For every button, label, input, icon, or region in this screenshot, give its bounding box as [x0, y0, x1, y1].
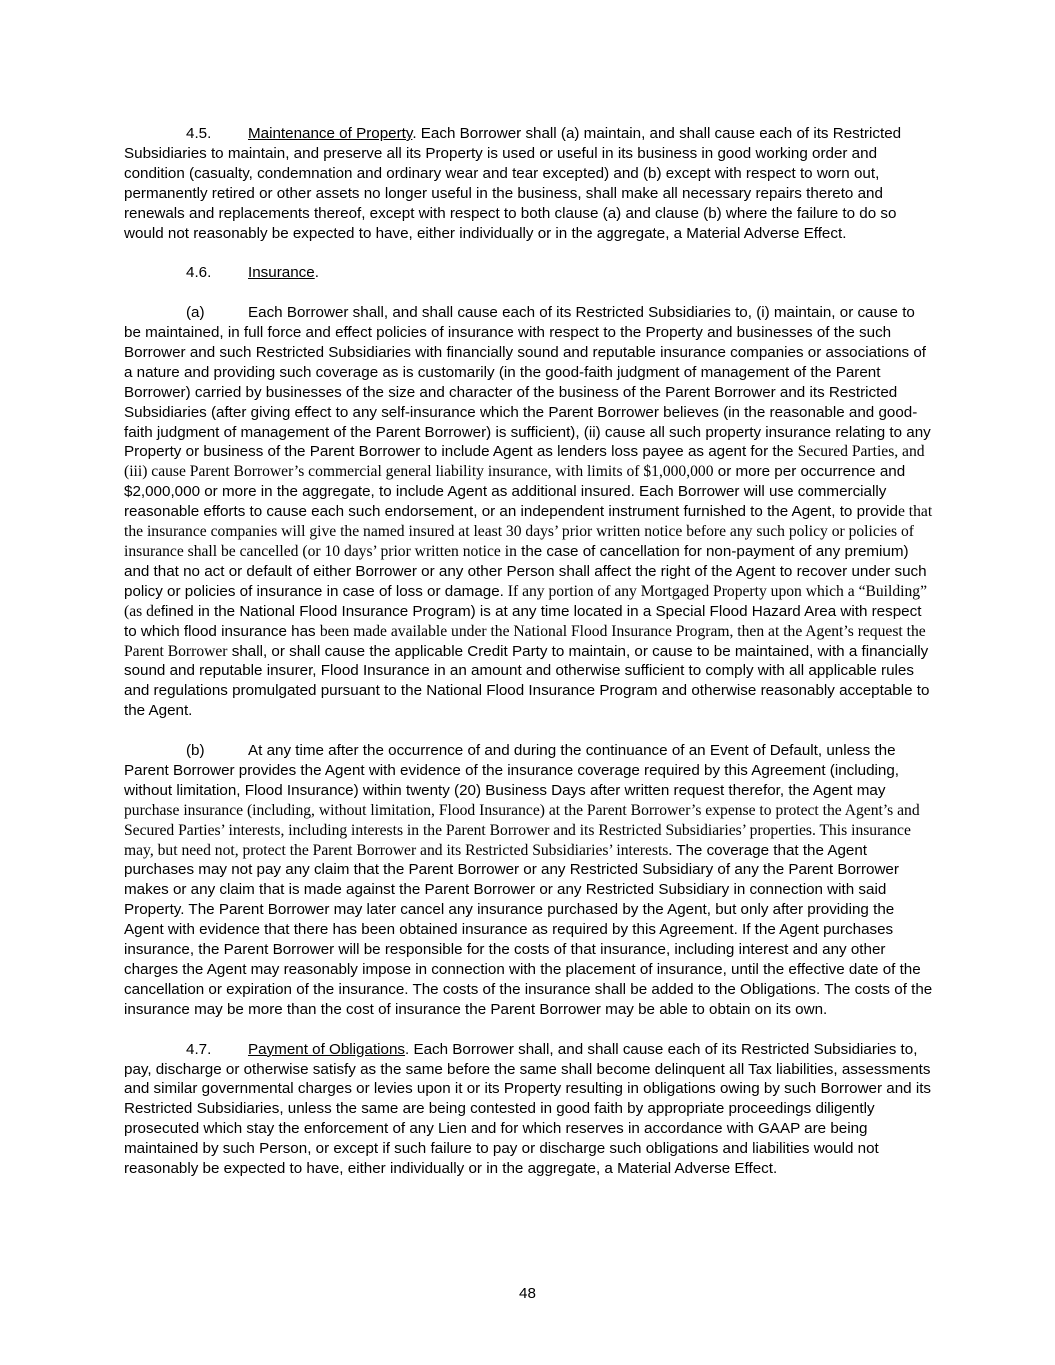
section-number: 4.7.: [186, 1040, 212, 1058]
clause-text-3: or more per occurrence and $2,000,000 or more in the aggregate, to include Agent as additional insured. Each Borrower will use commercially reasonable efforts to cause each such endorsement, or an independent instrument furnished to the Agent, to provid: [124, 463, 906, 521]
section-body: . Each Borrower shall (a) maintain, and shall cause each of its Restricted Subsidiaries to maintain, and preserve all its Property is used or useful in its business in good working order and condition (casualty, condemnation and ordinary wear and tear excepted) and (b) except with respect to worn out, permanently retired or other assets no longer useful in the business, shall make all necessary repairs thereto and renewals and replacements thereof, except with respect to both clause (a) and clause (b) where the failure to do so would not reasonably be expected to have, either individually or in the aggregate, a Material Adverse Effect.: [124, 125, 902, 242]
clause-text-7: fined in the National Flood Insurance Program) is at any time located in a Special Flood Hazard Area with respect to which flood insurance has: [124, 602, 922, 640]
section-heading: Maintenance of Property: [248, 125, 413, 142]
clause-text-1: At any time after the occurrence of and during the continuance of an Event of Default, unless the Parent Borrower provides the Agent with evidence of the insurance coverage required by this Agreement (including, without limitation, Flood Insurance) within twenty (20) Business Days after written request therefor, the Agent may: [124, 742, 900, 799]
clause-text-2: Secured Parties, and (iii) cause Parent Borrower’s commercial general liability insurance, with limits of $1,000,000: [124, 443, 925, 481]
section-4-6: [124, 263, 934, 283]
clause-text-8: been made available under the National Flood Insurance Program, then at the Agent’s request the Parent Borrower: [124, 622, 926, 660]
clause-label: (b): [186, 742, 205, 760]
clause-text-6: If any portion of any Mortgaged Property upon which a “Building” (as de: [124, 582, 927, 620]
clause-text-1: Each Borrower shall, and shall cause each of its Restricted Subsidiaries to, (i) maintain, or cause to be maintained, in full force and effect policies of insurance with respect to the Property and businesses of the such Borrower and such Restricted Subsidiaries with financially sound and reputable insurance companies or associations of a nature and providing such coverage as is customarily (in the good-faith judgment of management of the Parent Borrower) carried by businesses of the size and character of the business of the Parent Borrower and its Restricted Subsidiaries (after giving effect to any self-insurance which the Parent Borrower believes (in the reasonable and good-faith judgment of management of the Parent Borrower) is sufficient), (ii) cause all such property insurance relating to any Property or business of the Parent Borrower to include Agent as lenders loss payee as agent for the: [124, 304, 931, 461]
document-page: [124, 124, 934, 1199]
section-4-5: [124, 124, 934, 243]
section-number: 4.6.: [186, 264, 212, 282]
section-4-7: [124, 1040, 934, 1179]
section-4-6-a: [124, 303, 934, 721]
clause-label: (a): [186, 304, 205, 322]
page-number: 48: [519, 1285, 536, 1302]
section-heading: Insurance: [248, 264, 315, 282]
clause-text-9: shall, or shall cause the applicable Credit Party to maintain, or cause to be maintained, with a financially sound and reputable insurer, Flood Insurance in an amount and otherwise sufficient to comply with all applicable rules and regulations promulgated pursuant to the National Flood Insurance Program and otherwise reasonably acceptable to the Agent.: [124, 642, 930, 720]
clause-text-5: the case of cancellation for non-payment of any premium) and that no act or default of either Borrower or any other Person shall affect the right of the Agent to recover under such policy or policies of insurance in case of loss or damage.: [124, 543, 927, 600]
section-number: 4.5.: [186, 125, 212, 142]
section-heading: Payment of Obligations: [248, 1040, 406, 1058]
clause-text-4: e that the insurance companies will give the named insured at least 30 days’ prior written notice before any such policy or policies of insurance shall be cancelled (or 10 days’ prior written notice in: [124, 503, 933, 560]
section-4-6-b: [124, 741, 934, 1020]
clause-text-2: purchase insurance (including, without limitation, Flood Insurance) at the Parent Borrower’s expense to protect the Agent’s and Secured Parties’ interests, including interests in the Parent Borrower and its Restricted Subsidiaries’ properties. This insurance may, but need not, protect the Parent Borrower and its Restricted Subsidiaries’ interests.: [124, 801, 920, 859]
heading-period: .: [314, 264, 319, 282]
clause-text-3: The coverage that the Agent purchases may not pay any claim that the Parent Borrower or any Restricted Subsidiary of any the Parent Borrower makes or any claim that is made against the Parent Borrower or any Restricted Subsidiary in connection with said Property. The Parent Borrower may later cancel any insurance purchased by the Agent, but only after providing the Agent with evidence that there has been obtained insurance as required by this Agreement. If the Agent purchases insurance, the Parent Borrower will be responsible for the costs of that insurance, including interest and any other charges the Agent may reasonably impose in connection with the placement of insurance, until the effective date of the cancellation or expiration of the insurance. The costs of the insurance shall be added to the Obligations. The costs of the insurance may be more than the cost of insurance the Parent Borrower may be able to obtain on its own.: [124, 841, 933, 1018]
section-body: . Each Borrower shall, and shall cause each of its Restricted Subsidiaries to, pay, discharge or otherwise satisfy as the same before the same shall become delinquent all Tax liabilities, assessments and similar governmental charges or levies upon it or its Property resulting in obligations owing by such Borrower and its Restricted Subsidiaries, unless the same are being contested in good faith by appropriate proceedings diligently prosecuted which stay the enforcement of any Lien and for which reserves in accordance with GAAP are being maintained by such Person, or except if such failure to pay or discharge such obligations and liabilities would not reasonably be expected to have, either individually or in the aggregate, a Material Adverse Effect.: [124, 1040, 932, 1178]
